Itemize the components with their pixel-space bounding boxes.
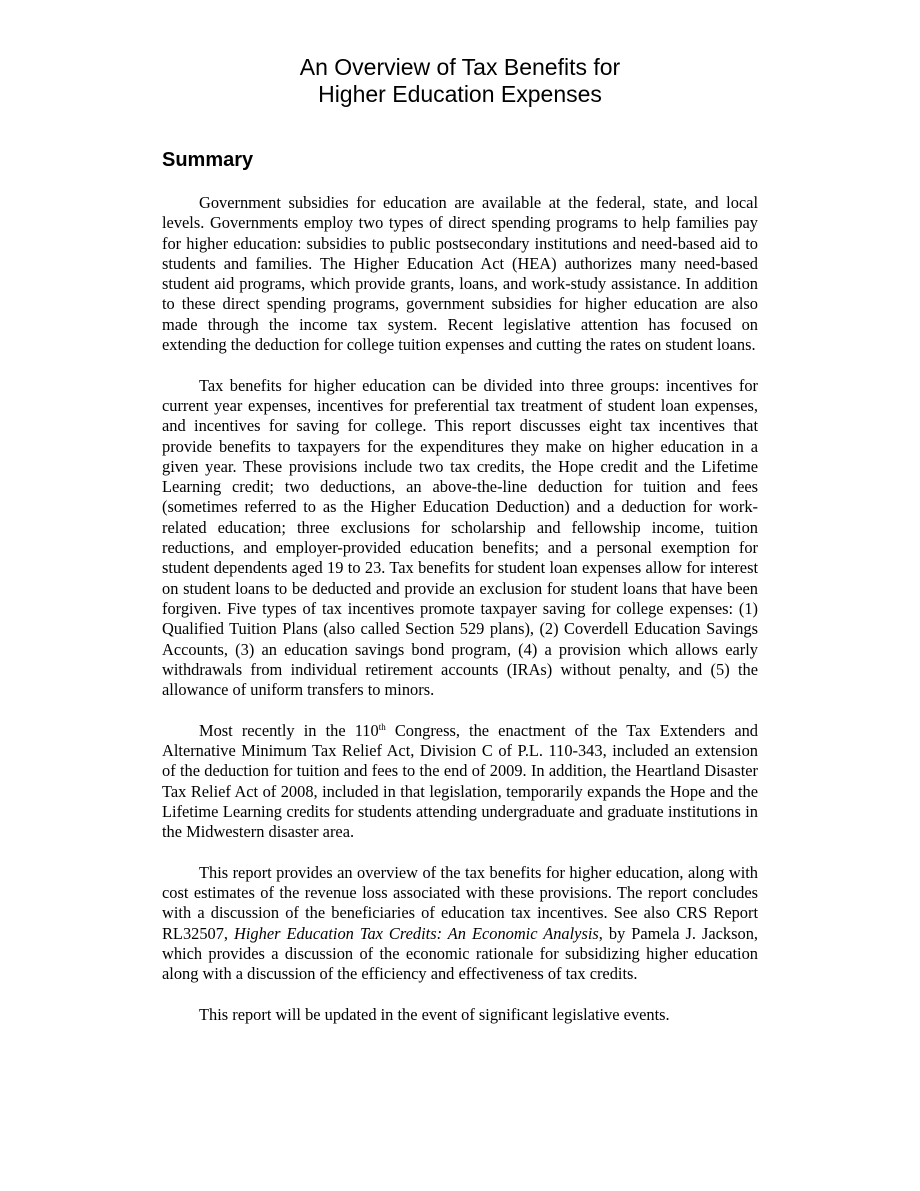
congress-text-rest: Congress, the enactment of the Tax Extenders and Alternative Minimum Tax Relief Act, Division C of P.L. 110-343, included an extension of the deduction for tuition and fees to the end of 2009. In addition, the Heartland Disaster Tax Relief Act of 2008, included in that legislation, temporarily expands the Hope and the Lifetime Learning credits for students attending undergraduate and graduate institutions in the Midwestern disaster area. — [162, 720, 758, 842]
paragraph-recent-legislation — [162, 721, 758, 843]
title-line-1: An Overview of Tax Benefits for — [299, 54, 621, 80]
paragraph-tax-benefit-groups: Tax benefits for higher education can be divided into three groups: incentives for current year expenses, incentives for preferential tax treatment of student loan expenses, and incentives for saving for college. This report discusses eight tax incentives that provide benefits to taxpayers for the expenditures they make on higher education in a given year. These provisions include two tax credits, the Hope credit and the Lifetime Learning credit; two deductions, an above-the-line deduction for tuition and fees (sometimes referred to as the Higher Education Deduction) and a deduction for work-related education; three exclusions for scholarship and fellowship income, tuition reductions, and employer-provided education benefits; and a personal exemption for student dependents aged 19 to 23. Tax benefits for student loan expenses allow for interest on student loans to be deducted and provide an exclusion for student loans that have been forgiven. Five types of tax incentives promote taxpayer saving for college expenses: (1) Qualified Tuition Plans (also called Section 529 plans), (2) Coverdell Education Savings Accounts, (3) an education savings bond program, (4) a provision which allows early withdrawals from individual retirement accounts (IRAs) without penalty, and (5) the allowance of uniform transfers to minors. — [162, 375, 758, 700]
summary-body — [162, 193, 758, 1045]
congress-text-start: Most recently in the 110 — [199, 720, 379, 740]
overview-text-start: This report provides an overview of the tax benefits for higher education, along with cost estimates of the revenue loss associated with these provisions. The report concludes with a discussion of the beneficiaries of education tax incentives. See also CRS Report RL32507, — [162, 862, 758, 943]
paragraph-update-note: This report will be updated in the event of significant legislative events. — [199, 1004, 670, 1024]
crs-report-title: Higher Education Tax Credits: An Economic Analysis — [234, 923, 599, 943]
document-title — [162, 54, 758, 108]
paragraph-subsidies: Government subsidies for education are available at the federal, state, and local levels. Governments employ two types of direct spending programs to help families pay for higher education: subsidies to public postsecondary institutions and need-based aid to students and families. The Higher Education Act (HEA) authorizes many need-based student aid programs, which provide grants, loans, and work-study assistance. In addition to these direct spending programs, government subsidies for higher education are also made through the income tax system. Recent legislative attention has focused on extending the deduction for college tuition expenses and cutting the rates on student loans. — [162, 193, 758, 355]
ordinal-superscript: th — [378, 721, 386, 732]
paragraph-report-overview — [162, 863, 758, 985]
overview-text-rest: , by Pamela J. Jackson, which provides a discussion of the economic rationale for subsidizing higher education along with a discussion of the efficiency and effectiveness of tax credits. — [162, 923, 758, 984]
section-heading-summary: Summary — [162, 149, 254, 171]
title-line-2: Higher Education Expenses — [318, 81, 602, 107]
